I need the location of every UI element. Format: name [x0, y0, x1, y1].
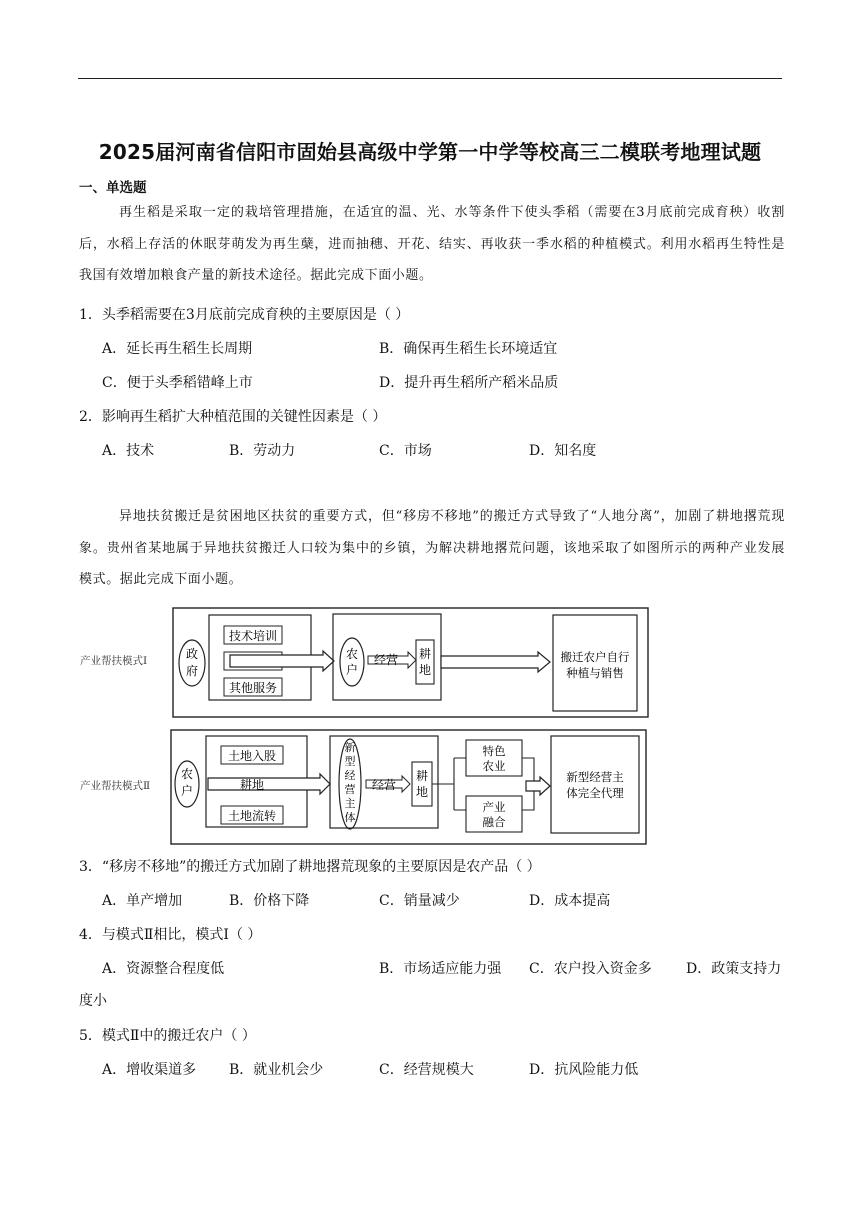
- mode1-operate-label: 经营: [373, 653, 399, 667]
- q5-option-b: B．就业机会少: [229, 1062, 324, 1078]
- page-title: 2025届河南省信阳市固始县高级中学第一中学等校高三二模联考地理试题: [98, 140, 762, 164]
- mode1-result-text-2: 种植与销售: [566, 666, 624, 680]
- mode2-branch-specialty-text-1: 特色: [482, 744, 506, 758]
- mode2-result-text-2: 体完全代理: [566, 786, 624, 800]
- mode2-land-text-1: 耕: [415, 769, 429, 783]
- mode2-arrow-to-entity: [208, 774, 330, 794]
- mode2-branch-integration-text-2: 融合: [482, 815, 506, 829]
- mode2-result-box: [551, 736, 639, 833]
- top-rule: [78, 78, 782, 79]
- question-3: 3．“移房不移地”的搬迁方式加剧了耕地撂荒现象的主要原因是农产品（ ）: [79, 859, 541, 875]
- q1-option-b: B．确保再生稻生长环境适宜: [379, 341, 558, 357]
- q4-option-c: C．农户投入资金多: [529, 961, 652, 977]
- q4-option-a: A．资源整合程度低: [102, 961, 225, 977]
- mode2-branch-specialty-text-2: 农业: [482, 759, 506, 773]
- mode2-item-land-text: 耕地: [239, 778, 265, 792]
- mode1-farmer-text-2: 户: [345, 663, 359, 677]
- passage-relocation: 异地扶贫搬迁是贫困地区扶贫的重要方式，但“移房不移地”的搬迁方式导致了“人地分离”，加剧了耕地撂荒现象。贵州省某地属于异地扶贫搬迁人口较为集中的乡镇，为解决耕地撂荒问题，该地采取了如图所示的两种产业发展模式。据此完成下面小题。: [79, 509, 785, 587]
- q3-option-d: D．成本提高: [529, 893, 611, 909]
- q3-option-a: A．单产增加: [102, 893, 183, 909]
- q3-option-b: B．价格下降: [229, 893, 310, 909]
- mode2-branch-connector: [432, 758, 466, 810]
- q1-option-d: D．提升再生稻所产稻米品质: [379, 375, 559, 391]
- mode1-label: 产业帮扶模式Ⅰ: [80, 655, 148, 667]
- mode1-government-text-2: 府: [185, 664, 199, 678]
- mode1-government-text-1: 政: [185, 647, 199, 661]
- mode2-result-text-1: 新型经营主: [566, 770, 624, 784]
- mode2-farmer-text-2: 户: [180, 784, 194, 798]
- q2-option-d: D．知名度: [529, 443, 597, 459]
- q5-option-c: C．经营规模大: [379, 1062, 474, 1078]
- mode2-entity-text-2: 型: [344, 755, 356, 768]
- mode2-branch-integration-text-1: 产业: [482, 800, 506, 814]
- question-2: 2．影响再生稻扩大种植范围的关键性因素是（ ）: [79, 409, 387, 425]
- q3-option-c: C．销量减少: [379, 893, 460, 909]
- q5-option-d: D．抗风险能力低: [529, 1062, 639, 1078]
- q1-option-c: C．便于头季稻错峰上市: [102, 375, 253, 391]
- mode2-land-text-2: 地: [415, 785, 429, 799]
- mode2-item-transfer-text: 土地流转: [227, 809, 277, 823]
- q4-option-b: B．市场适应能力强: [379, 961, 502, 977]
- q2-option-a: A．技术: [102, 443, 155, 459]
- mode2-operate-label: 经营: [371, 778, 397, 792]
- q5-option-a: A．增收渠道多: [102, 1062, 197, 1078]
- mode1-farmer-text-1: 农: [345, 647, 359, 661]
- mode1-arrow-to-result: [441, 652, 550, 672]
- mode2-label: 产业帮扶模式Ⅱ: [80, 780, 151, 792]
- mode1-farmer-node: [340, 638, 364, 686]
- q2-option-c: C．市场: [379, 443, 432, 459]
- mode1-service-training-text: 技术培训: [228, 629, 278, 643]
- mode2-entity-text-4: 营: [344, 783, 356, 796]
- passage-rice: 再生稻是采取一定的栽培管理措施，在适宜的温、光、水等条件下使头季稻（需要在3月底前完成育秧）收割后，水稻上存活的休眠芽萌发为再生蘖，进而抽穗、开花、结实、再收获一季水稻的种植模式。利用水稻再生特性是我国有效增加粮食产量的新技术途径。据此完成下面小题。: [79, 205, 785, 283]
- q1-option-a: A．延长再生稻生长周期: [102, 341, 253, 357]
- q4-option-d-continued: 度小: [79, 993, 107, 1009]
- q4-option-d: D．政策支持力: [686, 961, 782, 977]
- mode2-arrow-to-result: [526, 777, 550, 795]
- mode2-entity-text-6: 体: [344, 811, 356, 824]
- mode2-entity-text-1: 新: [344, 741, 356, 754]
- mode2-item-shares-text: 土地入股: [227, 749, 277, 763]
- mode1-land-text-1: 耕: [418, 647, 432, 661]
- q2-option-b: B．劳动力: [229, 443, 296, 459]
- mode2-farmer-text-1: 农: [180, 767, 194, 781]
- question-4: 4．与模式Ⅱ相比，模式Ⅰ（ ）: [79, 927, 262, 943]
- question-1: 1．头季稻需要在3月底前完成育秧的主要原因是（ ）: [79, 307, 410, 323]
- mode1-service-other-text: 其他服务: [228, 681, 278, 695]
- question-5: 5．模式Ⅱ中的搬迁农户（ ）: [79, 1028, 256, 1044]
- mode2-entity-text-3: 经: [344, 769, 356, 782]
- industry-support-diagram: [78, 600, 704, 846]
- mode1-result-text-1: 搬迁农户自行: [560, 650, 630, 664]
- mode1-land-text-2: 地: [418, 663, 432, 677]
- section-heading: 一、单选题: [79, 180, 147, 196]
- mode2-entity-text-5: 主: [344, 797, 356, 810]
